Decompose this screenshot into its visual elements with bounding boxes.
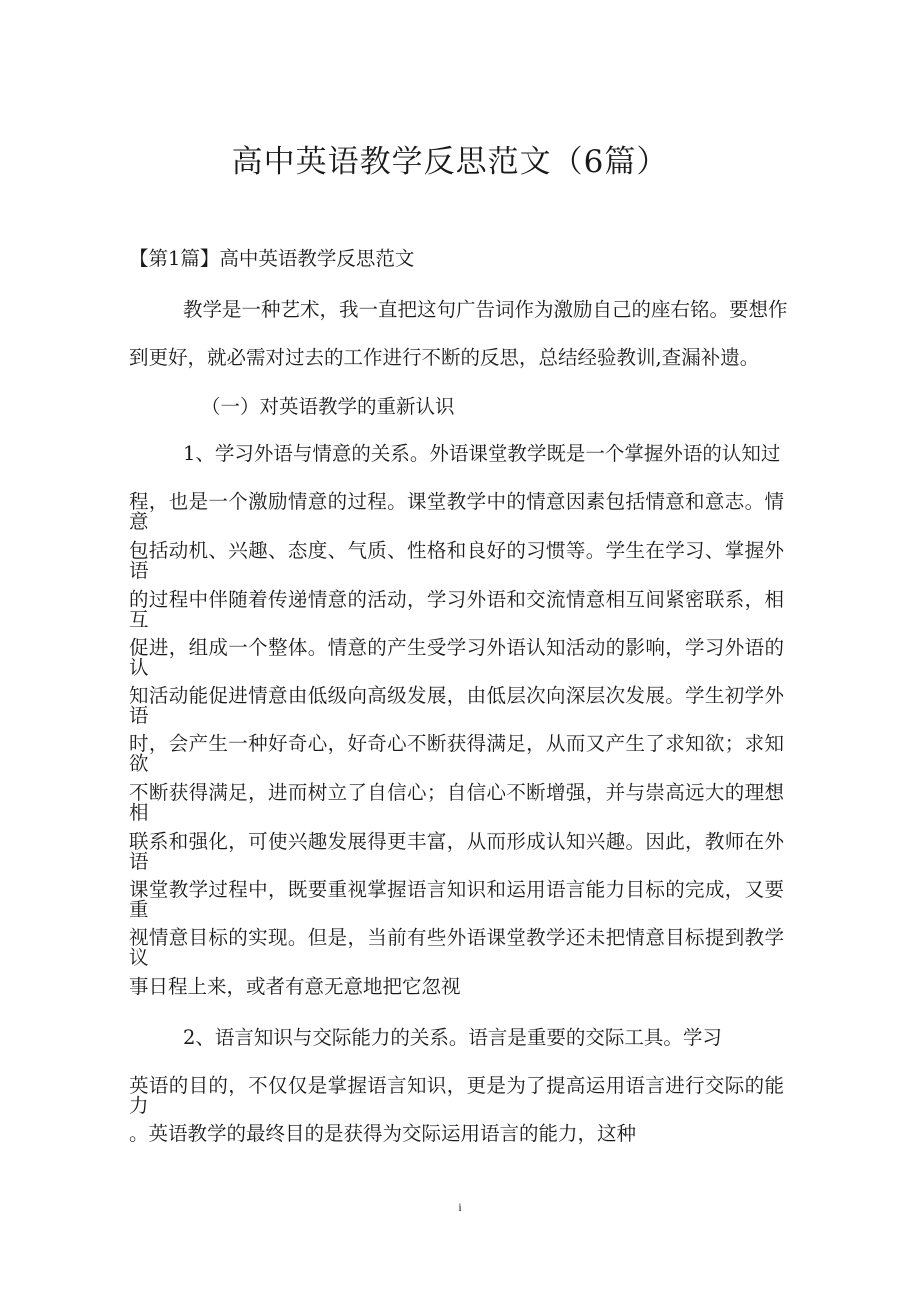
paragraph-line: 到更好，就必需对过去的工作进行不断的反思，总结经验教训,查漏补遗。 xyxy=(129,346,760,369)
paragraph-line: 视情意目标的实现。但是，当前有些外语课堂教学还未把情意目标提到教学议 xyxy=(129,926,784,969)
page-number: i xyxy=(458,1200,462,1214)
paragraph-line: 不断获得满足，进而树立了自信心；自信心不断增强，并与崇高远大的理想相 xyxy=(129,781,784,824)
section-heading: 【第1篇】高中英语教学反思范文 xyxy=(129,247,415,270)
paragraph-line: 促进，组成一个整体。情意的产生受学习外语认知活动的影响，学习外语的认 xyxy=(129,636,784,679)
paragraph-line: 教学是一种艺术，我一直把这句广告词作为激励自己的座右铭。要想作 xyxy=(183,298,788,321)
paragraph-line: 英语的目的，不仅仅是掌握语言知识，更是为了提高运用语言进行交际的能力 xyxy=(129,1074,784,1117)
paragraph-line: 程，也是一个激励情意的过程。课堂教学中的情意因素包括情意和意志。情意 xyxy=(129,490,784,533)
paragraph-line: 1、学习外语与情意的关系。外语课堂教学既是一个掌握外语的认知过 xyxy=(183,442,781,465)
paragraph-line: 联系和强化，可使兴趣发展得更丰富，从而形成认知兴趣。因此，教师在外语 xyxy=(129,830,784,873)
paragraph-line: 。英语教学的最终目的是获得为交际运用语言的能力，这种 xyxy=(129,1122,637,1145)
paragraph-line: 包括动机、兴趣、态度、气质、性格和良好的习惯等。学生在学习、掌握外语 xyxy=(129,539,784,582)
paragraph-line: 知活动能促进情意由低级向高级发展，由低层次向深层次发展。学生初学外语 xyxy=(129,684,784,727)
paragraph-line: 课堂教学过程中，既要重视掌握语言知识和运用语言能力目标的完成，又要重 xyxy=(129,878,784,921)
paragraph-line: 时，会产生一种好奇心，好奇心不断获得满足，从而又产生了求知欲；求知欲 xyxy=(129,732,784,775)
document-title: 高中英语教学反思范文（6篇） xyxy=(231,144,669,180)
paragraph-line: 2、语言知识与交际能力的关系。语言是重要的交际工具。学习 xyxy=(183,1026,722,1049)
subsection-heading: （一）对英语教学的重新认识 xyxy=(201,395,455,418)
paragraph-line: 的过程中伴随着传递情意的活动，学习外语和交流情意相互间紧密联系，相互 xyxy=(129,588,784,631)
paragraph-line: 事日程上来，或者有意无意地把它忽视 xyxy=(129,975,461,998)
